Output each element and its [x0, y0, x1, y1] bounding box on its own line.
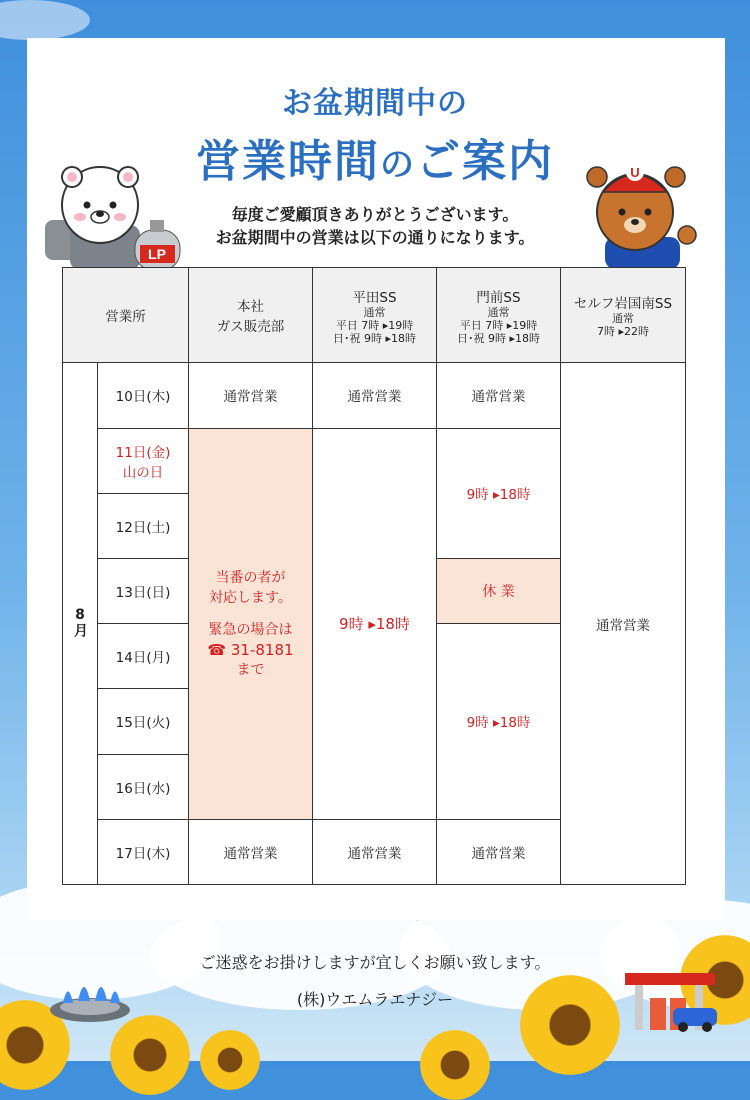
svg-text:LP: LP	[148, 246, 166, 262]
hirata-special-cell: 9時 ▸18時	[313, 428, 437, 819]
col-hirata	[313, 268, 437, 363]
col-monzen	[437, 268, 561, 363]
col-name: セルフ岩国南SS	[573, 296, 673, 313]
col-honsha	[189, 268, 313, 363]
col-sub: 平日 7時 ▸19時	[335, 318, 414, 332]
table-header-row	[63, 268, 686, 363]
day-cell: 15日(火)	[98, 689, 189, 754]
day-cell: 13日(日)	[98, 558, 189, 623]
col-self-iwakuni	[561, 268, 686, 363]
intro-line2: お盆期間中の営業は以下の通りになります。	[215, 228, 535, 247]
honsha-special-cell	[189, 428, 313, 819]
month-cell: 8月	[63, 363, 98, 885]
col-sub: 通常	[487, 305, 510, 319]
col-sub: 日･祝 9時 ▸18時	[456, 331, 540, 345]
day-cell: 17日(木)	[98, 819, 189, 884]
gas-flame-icon	[48, 965, 133, 1025]
phone-number: ☎ 31-8181	[207, 640, 294, 659]
col-sub: 通常	[363, 305, 386, 319]
company-name: (株)ウエムラエナジー	[296, 990, 454, 1009]
special-text: まで	[236, 661, 265, 678]
schedule-cell: 通常営業	[313, 363, 437, 428]
white-bear-mascot	[40, 165, 190, 270]
gas-station-icon	[625, 968, 720, 1033]
schedule-cell: 通常営業	[437, 363, 561, 428]
col-name: 門前SS	[476, 289, 521, 306]
special-text: 緊急の場合は	[208, 621, 293, 638]
svg-text:U: U	[630, 165, 640, 180]
special-text: 当番の者が	[215, 569, 286, 586]
day-label: 11日(金)	[115, 444, 171, 461]
holiday-label: 山の日	[122, 464, 164, 481]
title-line2-a: 営業時間	[196, 136, 380, 187]
title-line2-b: の	[380, 145, 416, 185]
day-cell-holiday	[98, 428, 189, 493]
col-sub: 日･祝 9時 ▸18時	[332, 331, 416, 345]
day-cell: 14日(月)	[98, 624, 189, 689]
col-sub: 7時 ▸22時	[596, 325, 649, 339]
cloud	[0, 0, 90, 40]
title-line1: お盆期間中の	[282, 86, 468, 121]
special-text: 対応します。	[209, 589, 292, 606]
business-hours-table	[62, 267, 686, 885]
title-line2-c: ご案内	[416, 136, 554, 187]
office-header: 営業所	[63, 268, 189, 363]
table-row	[63, 363, 686, 428]
monzen-hours-a: 9時 ▸18時	[437, 428, 561, 558]
col-sub: 平日 7時 ▸19時	[459, 318, 538, 332]
monzen-closed-cell: 休 業	[437, 558, 561, 623]
schedule-cell: 通常営業	[437, 819, 561, 884]
col-name: 本社	[237, 299, 264, 316]
schedule-cell: 通常営業	[313, 819, 437, 884]
day-cell: 10日(木)	[98, 363, 189, 428]
col-sub: ガス販売部	[216, 319, 285, 336]
footer-apology: ご迷惑をお掛けしますが宜しくお願い致します。	[199, 953, 551, 972]
intro-line1: 毎度ご愛顧頂きありがとうございます。	[231, 205, 519, 224]
day-cell: 12日(土)	[98, 493, 189, 558]
brown-bear-mascot	[585, 157, 700, 269]
col-sub: 通常	[612, 312, 634, 326]
schedule-cell: 通常営業	[189, 363, 313, 428]
day-cell: 16日(水)	[98, 754, 189, 819]
schedule-cell: 通常営業	[189, 819, 313, 884]
schedule-cell-self: 通常営業	[561, 363, 686, 885]
monzen-hours-b: 9時 ▸18時	[437, 624, 561, 820]
col-name: 平田SS	[352, 289, 397, 306]
